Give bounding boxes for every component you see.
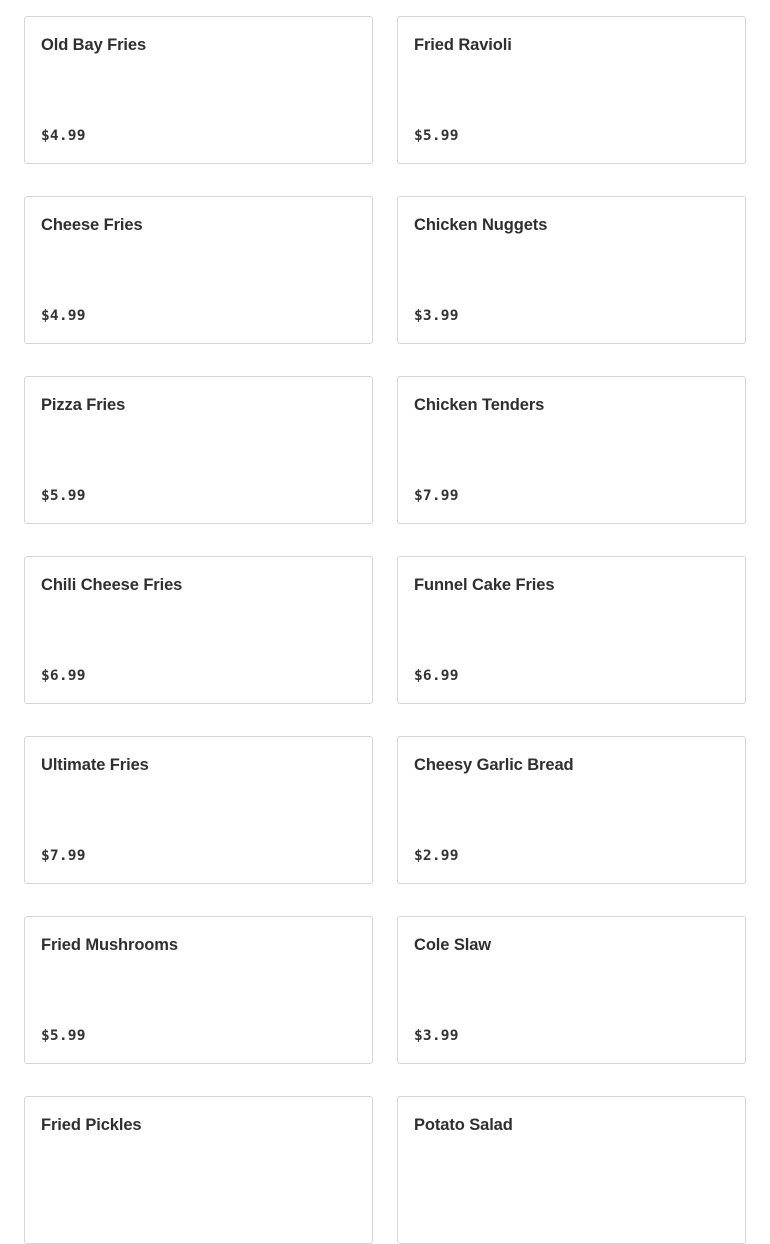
menu-item-card[interactable] [24, 1096, 373, 1244]
menu-item-name: Cheese Fries [41, 216, 143, 234]
menu-item-name: Funnel Cake Fries [414, 576, 555, 594]
menu-item-name: Chili Cheese Fries [41, 576, 183, 594]
menu-item-price: $7.99 [41, 848, 86, 864]
menu-item-card[interactable] [397, 556, 746, 704]
menu-item-name: Potato Salad [414, 1116, 513, 1134]
menu-item-price: $5.99 [41, 1028, 86, 1044]
menu-item-name: Chicken Tenders [414, 396, 545, 414]
menu-item-price: $5.99 [414, 128, 459, 144]
menu-item-name: Cole Slaw [414, 936, 492, 954]
menu-item-price: $3.99 [414, 308, 459, 324]
menu-item-name: Cheesy Garlic Bread [414, 756, 574, 774]
menu-item-card[interactable] [24, 196, 373, 344]
menu-item-name: Fried Pickles [41, 1116, 142, 1134]
menu-item-price: $5.99 [41, 488, 86, 504]
menu-item-card[interactable] [397, 376, 746, 524]
menu-item-name: Fried Ravioli [414, 36, 512, 54]
menu-item-price: $4.99 [41, 308, 86, 324]
menu-item-name: Fried Mushrooms [41, 936, 178, 954]
menu-item-card[interactable] [24, 556, 373, 704]
menu-item-card[interactable] [397, 16, 746, 164]
menu-item-card[interactable] [397, 916, 746, 1064]
menu-item-name: Old Bay Fries [41, 36, 147, 54]
menu-item-card[interactable] [397, 1096, 746, 1244]
menu-item-card[interactable] [397, 196, 746, 344]
menu-item-price: $6.99 [414, 668, 459, 684]
menu-item-name: Ultimate Fries [41, 756, 149, 774]
menu-item-card[interactable] [24, 16, 373, 164]
menu-item-grid [24, 16, 746, 1244]
menu-item-name: Pizza Fries [41, 396, 126, 414]
menu-item-price: $7.99 [414, 488, 459, 504]
menu-item-card[interactable] [397, 736, 746, 884]
menu-item-card[interactable] [24, 916, 373, 1064]
menu-item-price: $2.99 [414, 848, 459, 864]
menu-item-card[interactable] [24, 736, 373, 884]
menu-item-card[interactable] [24, 376, 373, 524]
menu-item-price: $6.99 [41, 668, 86, 684]
menu-item-price: $3.99 [414, 1028, 459, 1044]
menu-item-name: Chicken Nuggets [414, 216, 548, 234]
menu-item-price: $4.99 [41, 128, 86, 144]
